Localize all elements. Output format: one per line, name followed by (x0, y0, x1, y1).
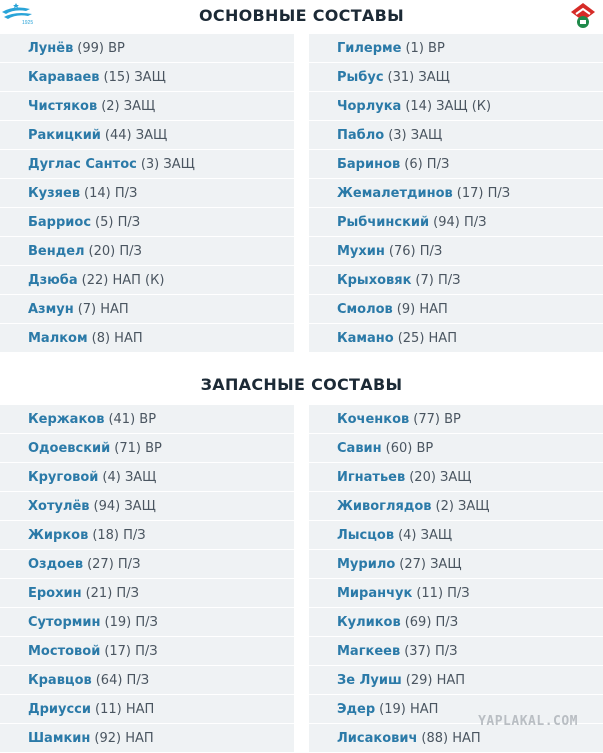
player-row (309, 637, 603, 666)
player-number-position: (27) ЗАЩ (399, 556, 462, 572)
subs-title: ЗАПАСНЫЕ СОСТАВЫ (200, 374, 403, 394)
player-number-position: (92) НАП (94, 730, 154, 746)
player-name-link[interactable]: Ерохин (28, 585, 82, 601)
player-number-position: (19) П/З (104, 614, 158, 630)
player-row (0, 405, 294, 434)
player-row (309, 434, 603, 463)
lokomotiv-logo-icon (568, 0, 598, 30)
player-name-link[interactable]: Азмун (28, 301, 74, 317)
player-row (0, 237, 294, 266)
player-row (0, 521, 294, 550)
player-row (309, 208, 603, 237)
player-number-position: (31) ЗАЩ (387, 69, 450, 85)
player-name-link[interactable]: Миранчук (337, 585, 413, 601)
player-number-position: (22) НАП (К) (81, 272, 165, 288)
player-name-link[interactable]: Коченков (337, 411, 410, 427)
player-number-position: (88) НАП (421, 730, 481, 746)
player-number-position: (18) П/З (92, 527, 146, 543)
player-name-link[interactable]: Барриос (28, 214, 92, 230)
player-number-position: (76) П/З (388, 243, 443, 259)
player-number-position: (71) ВР (114, 440, 162, 456)
player-row (0, 550, 294, 579)
player-row (309, 550, 603, 579)
player-name-link[interactable]: Жирков (28, 527, 89, 543)
main-lineups-title: ОСНОВНЫЕ СОСТАВЫ (199, 5, 404, 25)
player-name-link[interactable]: Лисакович (337, 730, 418, 746)
player-row (309, 34, 603, 63)
player-number-position: (25) НАП (397, 330, 457, 346)
subs-header (0, 369, 603, 399)
player-number-position: (1) ВР (405, 40, 445, 56)
player-row (309, 521, 603, 550)
player-name-link[interactable]: Чистяков (28, 98, 98, 114)
player-row (309, 463, 603, 492)
player-name-link[interactable]: Магкеев (337, 643, 401, 659)
player-number-position: (3) ЗАЩ (388, 127, 443, 143)
player-name-link[interactable]: Кравцов (28, 672, 92, 688)
player-name-link[interactable]: Эдер (337, 701, 376, 717)
player-number-position: (2) ЗАЩ (101, 98, 156, 114)
player-row (309, 179, 603, 208)
player-name-link[interactable]: Мухин (337, 243, 385, 259)
player-number-position: (17) П/З (456, 185, 511, 201)
player-row (309, 121, 603, 150)
player-number-position: (27) П/З (87, 556, 141, 572)
player-row (0, 150, 294, 179)
player-name-link[interactable]: Пабло (337, 127, 385, 143)
player-number-position: (20) П/З (88, 243, 142, 259)
player-name-link[interactable]: Мостовой (28, 643, 101, 659)
player-row (0, 295, 294, 324)
player-name-link[interactable]: Баринов (337, 156, 401, 172)
player-name-link[interactable]: Савин (337, 440, 382, 456)
player-number-position: (7) НАП (77, 301, 129, 317)
player-row (0, 695, 294, 724)
player-number-position: (6) П/З (404, 156, 450, 172)
player-row (309, 492, 603, 521)
player-name-link[interactable]: Куликов (337, 614, 401, 630)
player-row (309, 266, 603, 295)
player-name-link[interactable]: Рыбус (337, 69, 384, 85)
player-name-link[interactable]: Дуглас Сантос (28, 156, 137, 172)
player-name-link[interactable]: Хотулёв (28, 498, 90, 514)
player-name-link[interactable]: Зе Луиш (337, 672, 402, 688)
player-name-link[interactable]: Лысцов (337, 527, 395, 543)
player-name-link[interactable]: Ракицкий (28, 127, 101, 143)
player-number-position: (37) П/З (404, 643, 458, 659)
player-name-link[interactable]: Смолов (337, 301, 393, 317)
player-number-position: (29) НАП (405, 672, 466, 688)
player-row (0, 63, 294, 92)
player-name-link[interactable]: Мурило (337, 556, 396, 572)
player-number-position: (99) ВР (77, 40, 125, 56)
player-number-position: (41) ВР (108, 411, 157, 427)
player-row (0, 92, 294, 121)
player-row (0, 579, 294, 608)
player-name-link[interactable]: Гилерме (337, 40, 402, 56)
player-row (309, 295, 603, 324)
player-name-link[interactable]: Лунёв (28, 40, 74, 56)
player-name-link[interactable]: Крыховяк (337, 272, 412, 288)
player-number-position: (7) П/З (415, 272, 461, 288)
watermark: YAPLAKAL.COM (478, 714, 578, 729)
player-row (0, 121, 294, 150)
player-name-link[interactable]: Малком (28, 330, 88, 346)
player-name-link[interactable]: Шамкин (28, 730, 91, 746)
main-lineup-away (309, 34, 603, 353)
player-number-position: (17) П/З (104, 643, 158, 659)
player-name-link[interactable]: Игнатьев (337, 469, 406, 485)
player-name-link[interactable]: Чорлука (337, 98, 402, 114)
player-row (0, 666, 294, 695)
player-row (309, 150, 603, 179)
player-number-position: (77) ВР (413, 411, 461, 427)
player-name-link[interactable]: Сутормин (28, 614, 101, 630)
subs-away (309, 405, 603, 753)
subs-home (0, 405, 294, 753)
player-number-position: (9) НАП (396, 301, 448, 317)
player-number-position: (2) ЗАЩ (435, 498, 490, 514)
player-name-link[interactable]: Жемалетдинов (337, 185, 453, 201)
player-number-position: (64) П/З (95, 672, 150, 688)
player-row (0, 266, 294, 295)
player-name-link[interactable]: Оздоев (28, 556, 84, 572)
player-number-position: (14) ЗАЩ (К) (405, 98, 492, 114)
player-number-position: (94) ЗАЩ (93, 498, 156, 514)
player-row (309, 324, 603, 353)
player-name-link[interactable]: Рыбчинский (337, 214, 430, 230)
player-row (0, 492, 294, 521)
player-number-position: (19) НАП (379, 701, 439, 717)
player-number-position: (15) ЗАЩ (103, 69, 166, 85)
player-row (309, 92, 603, 121)
player-name-link[interactable]: Дриусси (28, 701, 91, 717)
zenit-logo-icon (0, 2, 36, 26)
player-number-position: (44) ЗАЩ (104, 127, 168, 143)
player-row (0, 463, 294, 492)
player-row (309, 237, 603, 266)
player-number-position: (60) ВР (385, 440, 434, 456)
player-number-position: (21) П/З (85, 585, 139, 601)
main-lineups-header (0, 0, 603, 30)
player-row (0, 434, 294, 463)
player-number-position: (20) ЗАЩ (409, 469, 472, 485)
player-row (0, 179, 294, 208)
player-row (309, 666, 603, 695)
player-row (0, 724, 294, 753)
player-number-position: (3) ЗАЩ (140, 156, 195, 172)
player-name-link[interactable]: Дзюба (28, 272, 78, 288)
player-name-link[interactable]: Кержаков (28, 411, 105, 427)
player-name-link[interactable]: Вендел (28, 243, 85, 259)
player-name-link[interactable]: Камано (337, 330, 394, 346)
player-number-position: (4) ЗАЩ (102, 469, 157, 485)
player-name-link[interactable]: Караваев (28, 69, 100, 85)
player-name-link[interactable]: Одоевский (28, 440, 111, 456)
main-lineup-home (0, 34, 294, 353)
player-row (0, 208, 294, 237)
player-number-position: (11) НАП (95, 701, 155, 717)
player-row (309, 579, 603, 608)
player-row (309, 608, 603, 637)
player-name-link[interactable]: Живоглядов (337, 498, 432, 514)
player-number-position: (11) П/З (416, 585, 470, 601)
player-number-position: (4) ЗАЩ (398, 527, 453, 543)
player-name-link[interactable]: Кузяев (28, 185, 81, 201)
player-number-position: (14) П/З (84, 185, 138, 201)
player-number-position: (8) НАП (91, 330, 143, 346)
player-number-position: (5) П/З (95, 214, 141, 230)
svg-text:1925: 1925 (22, 20, 34, 26)
player-row (0, 608, 294, 637)
player-row (0, 637, 294, 666)
player-row (0, 34, 294, 63)
player-row (309, 63, 603, 92)
player-row (309, 405, 603, 434)
player-number-position: (94) П/З (433, 214, 487, 230)
player-name-link[interactable]: Круговой (28, 469, 99, 485)
player-number-position: (69) П/З (404, 614, 459, 630)
player-row (0, 324, 294, 353)
